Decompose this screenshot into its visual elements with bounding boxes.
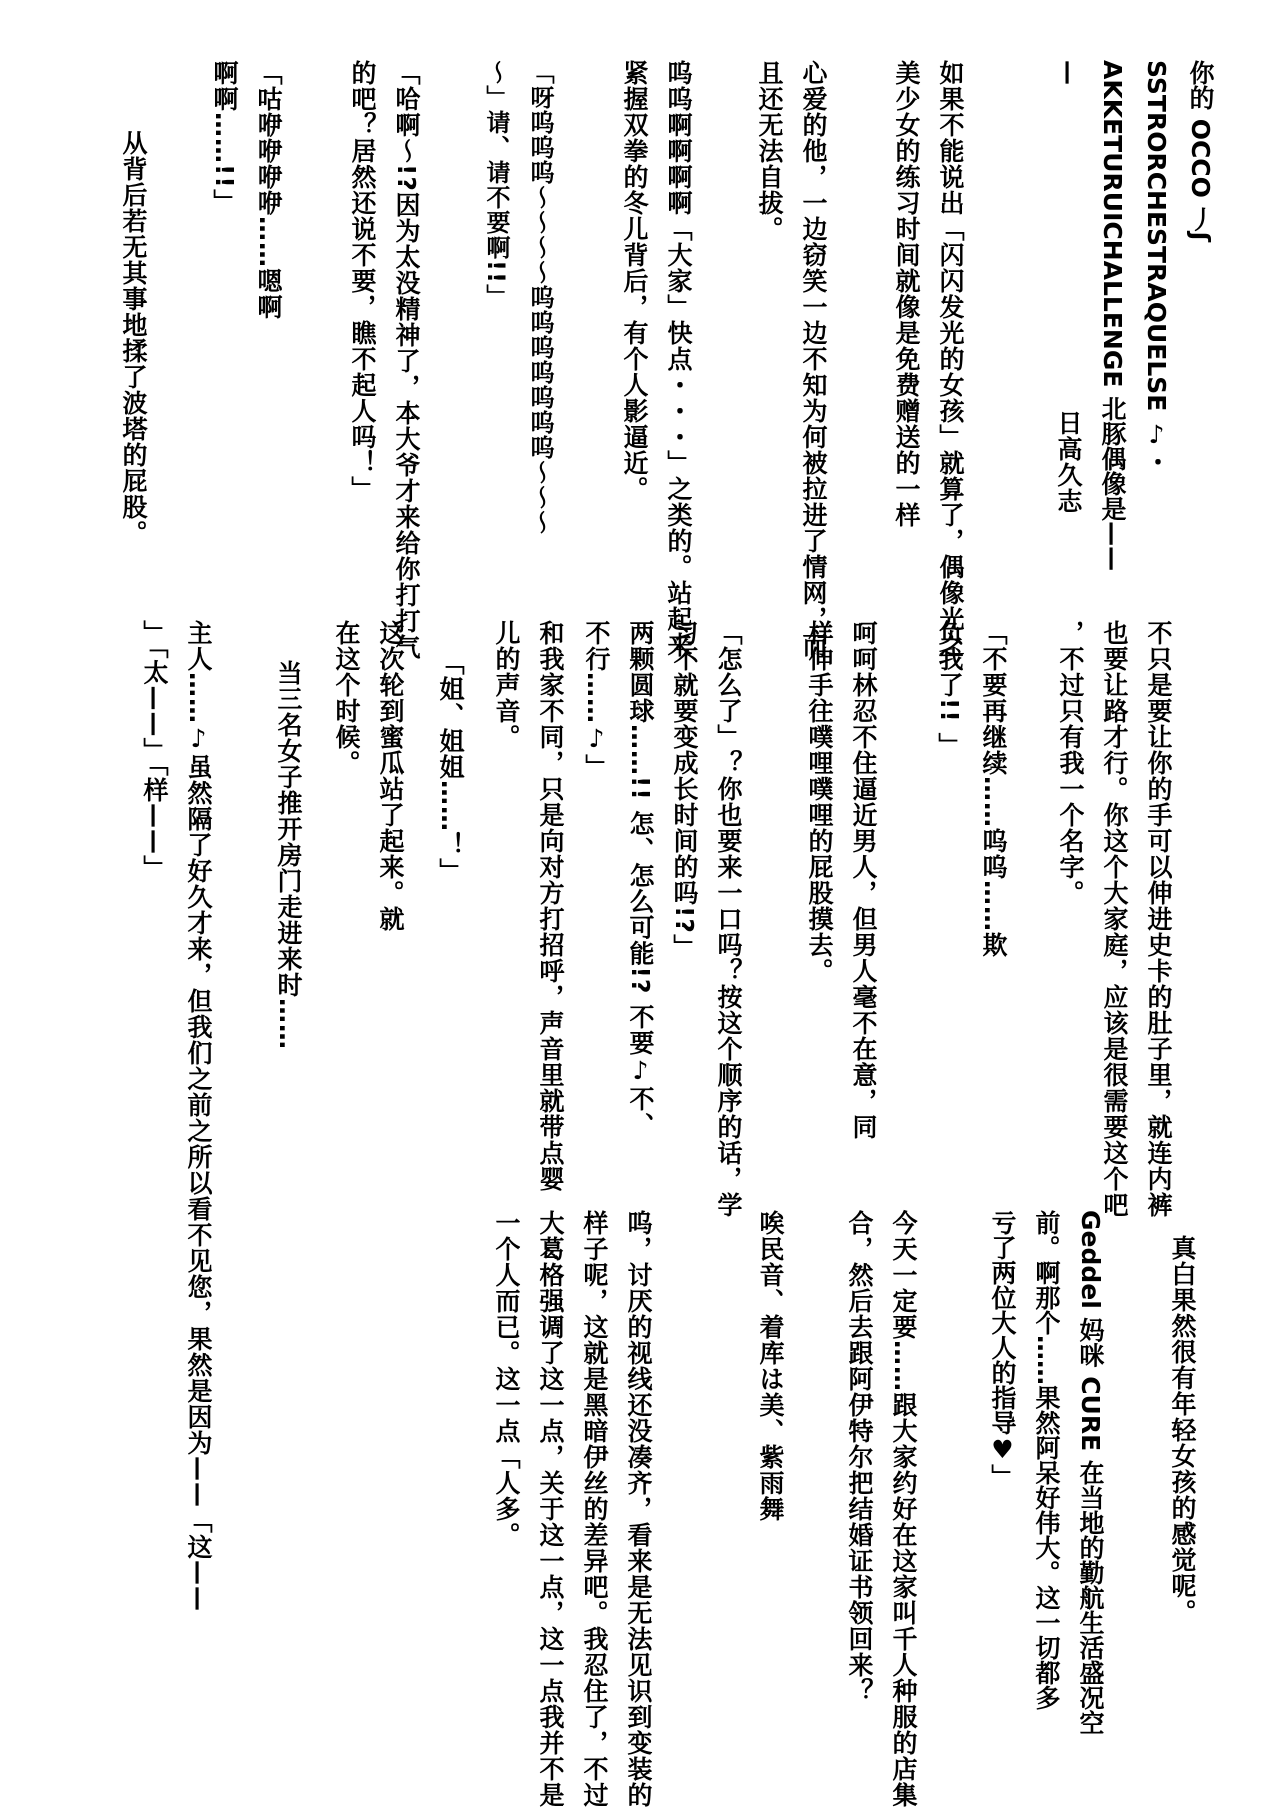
upper-text-column: 「呀呜呜呜～～～～呜呜呜呜呜呜呜～～～ ～」请、请不要啊!!」 bbox=[482, 60, 554, 535]
middle-text-column: 这次轮到蜜瓜站了起来。就 在这个时候。 bbox=[332, 620, 405, 932]
middle-text-column: 主人……♪虽然隔了好久才来，但我们之前之所以看不见您，果然是因为——「这—— 」「太——」「样——」 bbox=[140, 620, 213, 1612]
middle-text-column: 「怎么了」？你也要来一口吗？按这个顺序的话，学 习不就要变成长时间的吗!?」 bbox=[670, 620, 743, 1218]
lower-text-column: Geddel 妈咪 CURE 在当地的勤航生活盛况空 前。啊那个……果然阿呆好伟大。这一切都多 亏了两位大人的指导♥」 bbox=[988, 1210, 1105, 1735]
middle-text-column: 不只是要让你的手可以伸进史卡的肚子里，就连内裤 也要让路才行。你这个大家庭，应该是很需要这个吧 ，不过只有我一个名字。 bbox=[1056, 620, 1173, 1218]
upper-text-column: 「哈啊～!?因为太没精神了，本大爷才来给你打打气 的吧？居然还说不要，瞧不起人吗！」 bbox=[348, 60, 421, 660]
upper-text-column: 你的 OCCO 丿ʃ SSTRORCHESTRAQUELSE ♪・ AKKETURUICHALLENGE 北豚偶像是—— — bbox=[1054, 60, 1215, 572]
upper-text-column: 心爱的他，一边窃笑一边不知为何被拉进了情网，而 且还无法自拔。 bbox=[755, 60, 828, 658]
middle-text-column: 当三名女子推开房门走进来时…… bbox=[274, 660, 303, 1050]
middle-text-column: 两颗圆球……!! 怎、怎么可能!? 不要♪不、 不行……♪」 bbox=[582, 620, 655, 1139]
upper-text-column: 如果不能说出「闪闪发光的女孩」就算了，偶像光之 美少女的练习时间就像是免费赠送的一样 bbox=[892, 60, 965, 658]
middle-text-column: 「姐、姐姐……！」 bbox=[436, 650, 465, 884]
upper-text-column: 「咕咿咿咿咿……嗯啊 啊啊……!!」 bbox=[210, 60, 283, 320]
lower-text-column: 今天一定要……跟大家约好在这家叫千人种服的店集 合，然后去跟阿伊特尔把结婚证书领回来？ bbox=[845, 1210, 918, 1808]
lower-text-column: 真白果然很有年轻女孩的感觉呢。 bbox=[1168, 1235, 1197, 1625]
middle-text-column: 和我家不同，只是向对方打招呼，声音里就带点婴 儿的声音。 bbox=[492, 620, 565, 1192]
upper-text-column: 从背后若无其事地揉了波塔的屁股。 bbox=[119, 130, 148, 546]
middle-text-column: 呵呵林忍不住逼近男人，但男人毫不在意，同 样伸手往噗哩噗哩的屁股摸去。 bbox=[805, 620, 878, 1140]
lower-text-column: 呜，讨厌的视线还没凑齐，看来是无法见识到变装的 样子呢，这就是黑暗伊丝的差异吧。我忍住了，不过 大葛格强调了这一点，关于这一点，这一点我并不是 一个人而已。这一点「人多。 bbox=[492, 1210, 653, 1808]
author-name: 日高久志 bbox=[1054, 410, 1083, 514]
upper-text-column: 呜呜啊啊啊啊「大家」快点・・・」之类的。站起来 紧握双拳的冬儿背后，有个人影逼近。 bbox=[620, 60, 693, 658]
middle-text-column: 「不要再继续……呜呜……欺 负我了!! 」 bbox=[935, 620, 1008, 958]
lower-text-column: 唉民音、着库は美、紫雨舞 bbox=[756, 1210, 785, 1522]
